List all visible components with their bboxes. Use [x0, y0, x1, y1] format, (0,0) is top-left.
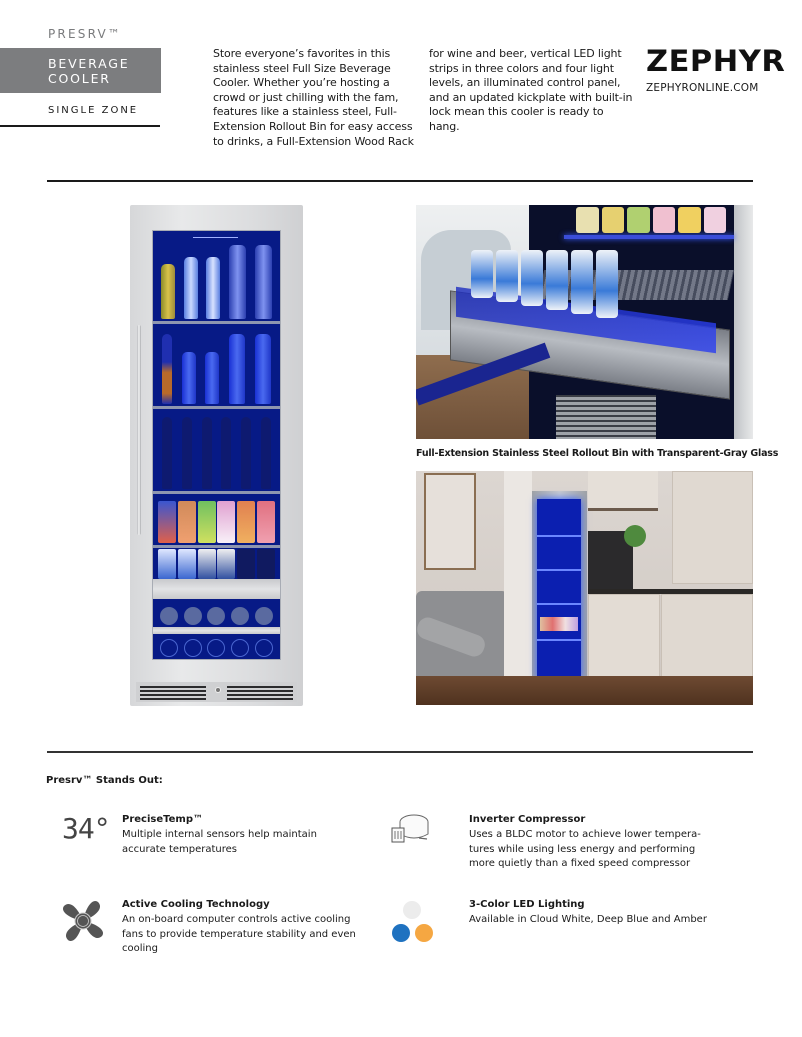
rollout-bin-caption: Full-Extension Stainless Steel Rollout Bin with Transparent-Gray Glass: [416, 448, 779, 459]
shelf: [153, 545, 280, 548]
can-row: [157, 549, 276, 579]
feature-active-cooling: [122, 898, 362, 957]
banner-line-2: COOLER: [48, 71, 111, 86]
shelf: [153, 406, 280, 409]
section-divider-bottom: [47, 751, 753, 753]
can-row: [157, 497, 276, 543]
glass-door: [152, 230, 281, 660]
feature-led-lighting: [469, 898, 709, 928]
kickplate: [136, 682, 297, 702]
shelf: [153, 491, 280, 494]
intro-text-column-1: Store everyone’s favorites in this stainless steel Full Size Beverage Cooler. Whether you’re hosting a crowd or just chilling with the fam, features like a stainless steel, Full-Extension Rollout Bin for easy access to drinks, a Full-Extension Wood Rack: [213, 47, 414, 148]
feature-title: Active Cooling Technology: [122, 899, 270, 910]
series-eyebrow: PRESRV™: [48, 27, 123, 41]
feature-description: Available in Cloud White, Deep Blue and Amber: [469, 914, 707, 925]
vent-grille: [227, 686, 293, 700]
section-divider-top: [47, 180, 753, 182]
wine-rack-row: [157, 603, 276, 625]
led-blue-dot: [392, 924, 410, 942]
wine-rack-row: [157, 637, 276, 657]
feature-title: Inverter Compressor: [469, 814, 586, 825]
control-panel-strip: [193, 237, 238, 238]
features-heading: Presrv™ Stands Out:: [46, 775, 163, 786]
product-subtitle: SINGLE ZONE: [48, 105, 139, 116]
zephyr-logo: ZEPHYR: [646, 44, 786, 78]
fan-icon: [60, 898, 106, 944]
feature-title: PreciseTemp™: [122, 814, 203, 825]
lifestyle-kitchen-photo: [416, 471, 753, 705]
wine-rack-front: [153, 627, 280, 634]
subtitle-divider: [0, 125, 160, 127]
led-amber-dot: [415, 924, 433, 942]
feature-description: Multiple internal sensors help maintain accurate temperatures: [122, 829, 317, 855]
door-handle: [137, 325, 141, 535]
intro-text-column-2: for wine and beer, vertical LED light strips in three colors and four light levels, an illuminated control panel, and an updated kickplate with built-in lock mean this cooler is ready to hang.: [429, 47, 633, 133]
led-white-dot: [403, 901, 421, 919]
product-type-banner: [0, 48, 161, 93]
website-url[interactable]: ZEPHYRONLINE.COM: [646, 82, 759, 94]
lock-icon: [215, 687, 221, 693]
rollout-bin-photo: [416, 205, 753, 439]
feature-precisetemp: [122, 813, 362, 857]
product-front-image: [130, 205, 303, 706]
shelf: [153, 321, 280, 324]
shelf-row: [157, 411, 276, 489]
feature-description: An on-board computer controls active cooling fans to provide temperature stability and even cooling: [122, 914, 356, 954]
feature-description: Uses a BLDC motor to achieve lower tempera-tures while using less energy and performing more quietly than a fixed speed compressor: [469, 829, 701, 869]
shelf-row: [157, 241, 276, 319]
banner-line-1: BEVERAGE: [48, 56, 130, 71]
compressor-icon: [389, 812, 431, 846]
shelf-row: [157, 326, 276, 404]
rollout-bin-front: [153, 579, 280, 599]
vent-grille: [140, 686, 206, 700]
feature-inverter-compressor: [469, 813, 709, 872]
feature-title: 3-Color LED Lighting: [469, 899, 585, 910]
temperature-display-icon: 34°: [62, 812, 110, 845]
